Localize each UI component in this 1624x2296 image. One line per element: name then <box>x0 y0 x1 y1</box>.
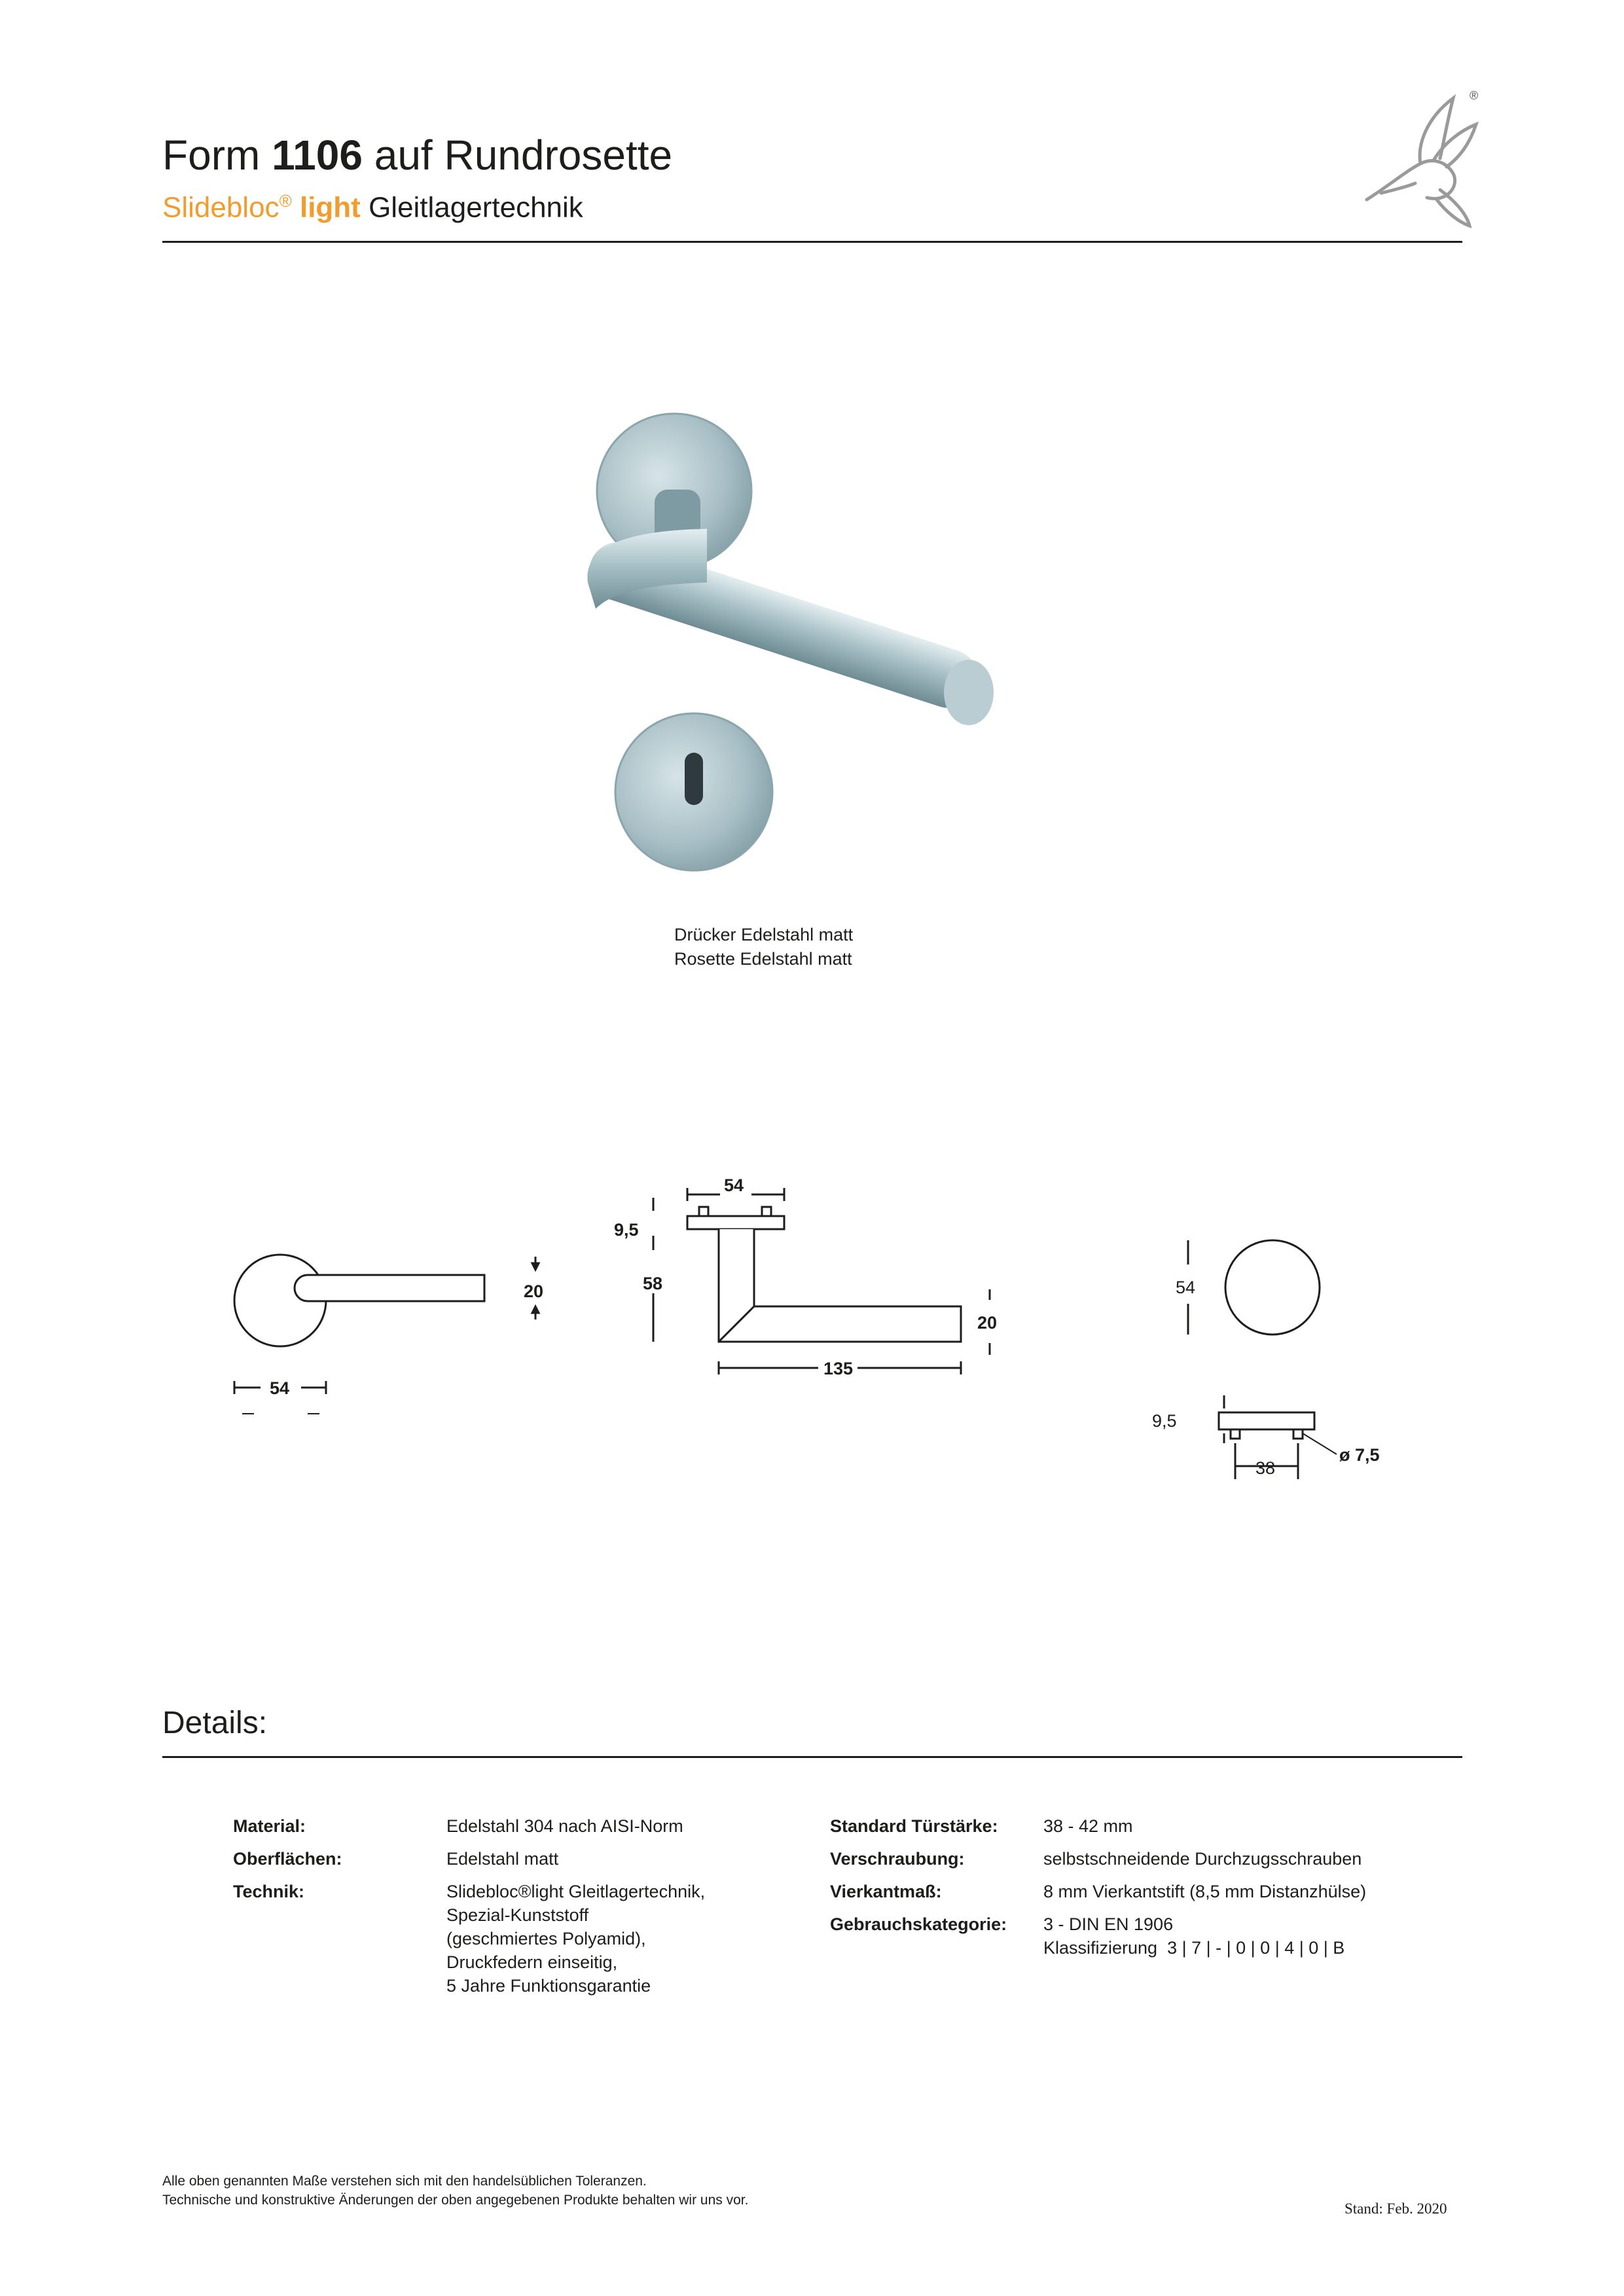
front-height-label: 20 <box>524 1282 544 1301</box>
details-heading: Details: <box>162 1706 268 1740</box>
side-view-drawing <box>614 1175 997 1378</box>
product-image <box>576 412 1008 897</box>
product-caption <box>674 923 853 971</box>
detail-value-screwing: selbstschneidende Durchzugsschrauben <box>1043 1849 1362 1869</box>
subtitle-brand: Slidebloc <box>162 191 280 224</box>
subtitle-technology: Gleitlagertechnik <box>369 191 583 224</box>
subtitle-registered-mark: ® <box>279 191 292 211</box>
technical-drawings <box>0 1152 1624 1492</box>
detail-value-technique: Slidebloc®light Gleitlagertechnik, Spezial-Kunststoff (geschmiertes Polyamid), Druckfedern einseitig, 5 Jahre Funktionsgarantie <box>446 1882 706 1996</box>
detail-label-surfaces: Oberflächen: <box>233 1849 342 1869</box>
side-top-width-label: 54 <box>724 1175 744 1195</box>
detail-value-square-size: 8 mm Vierkantstift (8,5 mm Distanzhülse) <box>1043 1882 1367 1901</box>
footer-date: Stand: Feb. 2020 <box>1344 2200 1447 2217</box>
detail-label-screwing: Verschraubung: <box>830 1849 965 1869</box>
detail-label-material: Material: <box>233 1816 306 1836</box>
detail-label-usage-category: Gebrauchskategorie: <box>830 1914 1007 1934</box>
side-rose-thickness-label: 9,5 <box>614 1220 639 1240</box>
hummingbird-logo <box>1355 85 1486 236</box>
detail-value-surfaces: Edelstahl matt <box>446 1849 559 1869</box>
header-rule <box>162 241 1462 243</box>
side-length-label: 135 <box>823 1359 854 1378</box>
footer-tolerance-note: Alle oben genannten Maße verstehen sich mit den handelsüblichen Toleranzen. <box>162 2174 647 2189</box>
detail-label-square-size: Vierkantmaß: <box>830 1882 942 1901</box>
rose-pin-diameter-label: ø 7,5 <box>1339 1445 1380 1465</box>
detail-value-material: Edelstahl 304 nach AISI-Norm <box>446 1816 683 1836</box>
detail-label-door-thickness: Standard Türstärke: <box>830 1816 998 1836</box>
rose-pin-distance-label: 38 <box>1255 1458 1276 1478</box>
details-rule <box>162 1756 1462 1758</box>
title-model-number: 1106 <box>272 132 363 179</box>
front-width-label: 54 <box>270 1378 290 1398</box>
side-height-label: 58 <box>643 1274 663 1293</box>
subtitle-light: light <box>299 191 361 224</box>
title-prefix: Form <box>162 132 261 179</box>
footer-note <box>162 2172 748 2210</box>
logo-registered-mark: ® <box>1470 89 1479 102</box>
detail-label-technique: Technik: <box>233 1882 305 1901</box>
rose-diameter-label: 54 <box>1176 1278 1196 1297</box>
rose-drawing <box>1152 1240 1380 1479</box>
page-subtitle <box>162 191 583 224</box>
caption-rose-finish: Rosette Edelstahl matt <box>674 949 852 969</box>
footer-changes-note: Technische und konstruktive Änderungen der oben angegebenen Produkte behalten wir uns vor. <box>162 2193 749 2208</box>
detail-value-door-thickness: 38 - 42 mm <box>1043 1816 1133 1836</box>
side-lever-height-label: 20 <box>977 1313 998 1333</box>
front-view-drawing <box>234 1255 543 1414</box>
page-title <box>162 131 672 179</box>
caption-lever-finish: Drücker Edelstahl matt <box>674 925 854 944</box>
title-suffix: auf Rundrosette <box>374 132 673 179</box>
detail-value-usage-category: 3 - DIN EN 1906 Klassifizierung 3 | 7 | - | 0 | 0 | 4 | 0 | B <box>1043 1914 1345 1958</box>
rose-thickness-label: 9,5 <box>1152 1411 1177 1431</box>
